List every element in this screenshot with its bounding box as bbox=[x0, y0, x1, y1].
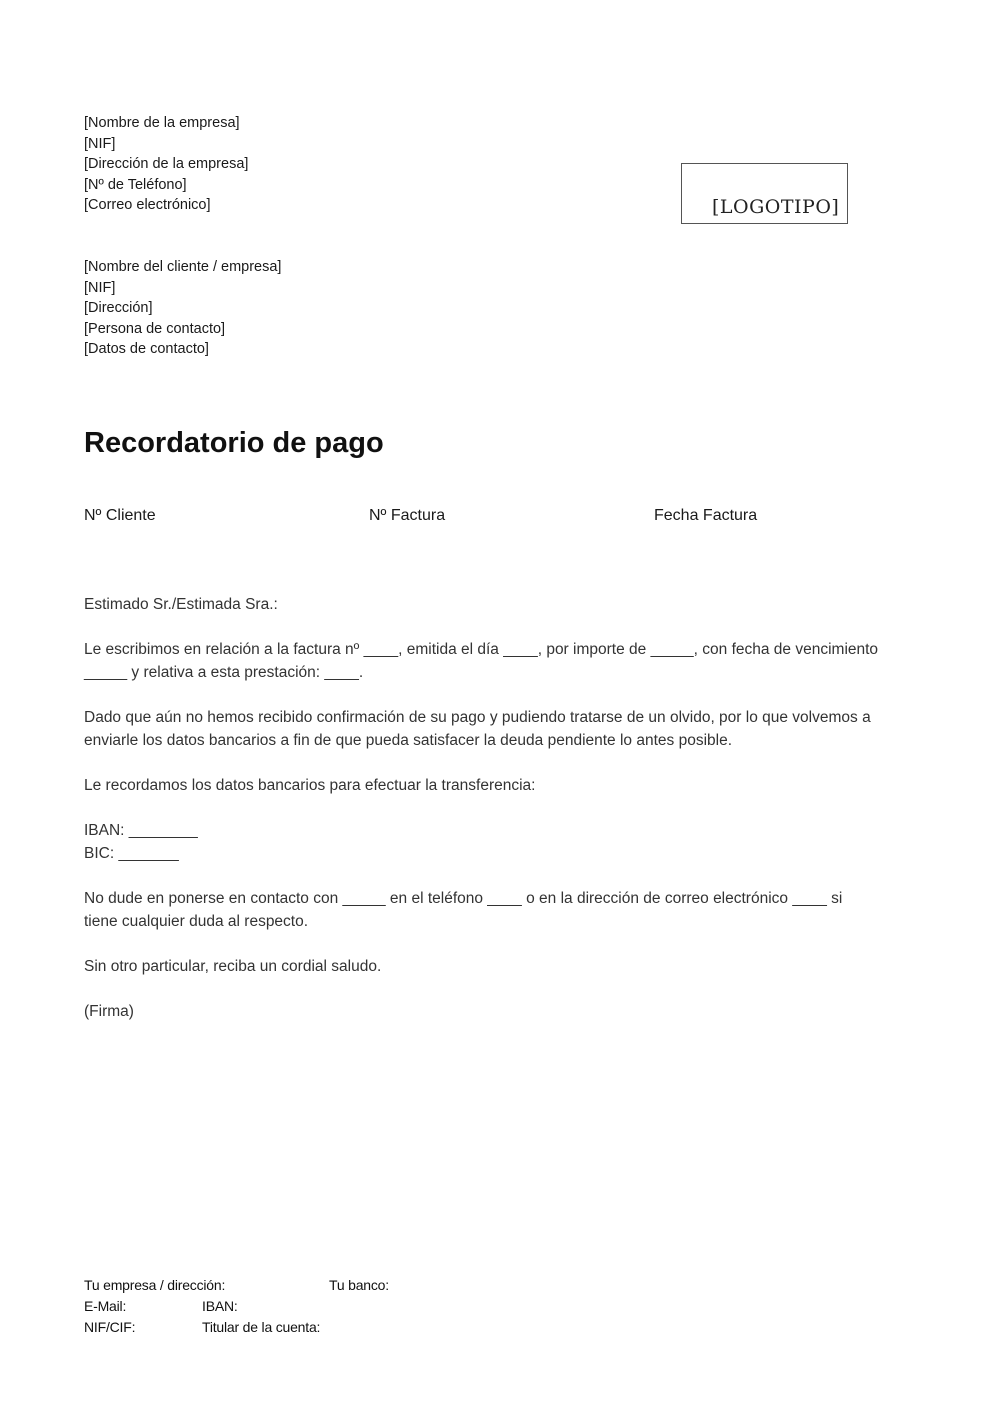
sender-address-block bbox=[84, 113, 248, 216]
iban-line: IBAN: ________ bbox=[84, 822, 198, 839]
paragraph-contact-line-2: tiene cualquier duda al respecto. bbox=[84, 913, 309, 930]
recipient-address: [Dirección] bbox=[84, 300, 153, 316]
paragraph-invoice-line-1: Le escribimos en relación a la factura nº ____, emitida el día ____, por importe de _____, con fecha de vencimiento bbox=[84, 641, 879, 658]
logo-placeholder bbox=[681, 163, 848, 224]
sender-company-name: [Nombre de la empresa] bbox=[84, 115, 240, 131]
sender-nif: [NIF] bbox=[84, 135, 116, 152]
footer-iban-label: IBAN: bbox=[202, 1298, 238, 1314]
footer-email-label: E-Mail: bbox=[84, 1298, 127, 1314]
paragraph-reminder-line-2: enviarle los datos bancarios a fin de que pueda satisfacer la deuda pendiente lo antes posible. bbox=[84, 732, 733, 749]
footer-company-label: Tu empresa / dirección: bbox=[84, 1277, 226, 1293]
invoice-date-label: Fecha Factura bbox=[654, 507, 758, 524]
footer-bank-label: Tu banco: bbox=[329, 1277, 389, 1293]
bic-line: BIC: _______ bbox=[84, 845, 179, 862]
recipient-contact-person: [Persona de contacto] bbox=[84, 320, 226, 337]
paragraph-contact-line-1: No dude en ponerse en contacto con _____ en el teléfono ____ o en la dirección de correo electrónico ____ si bbox=[84, 890, 843, 907]
closing-line: Sin otro particular, reciba un cordial saludo. bbox=[84, 958, 382, 975]
sender-address: [Dirección de la empresa] bbox=[84, 156, 249, 172]
footer-nif-label: NIF/CIF: bbox=[84, 1319, 136, 1335]
recipient-name: [Nombre del cliente / empresa] bbox=[84, 259, 282, 275]
paragraph-reminder-line-1: Dado que aún no hemos recibido confirmación de su pago y pudiendo tratarse de un olvido, por lo que volvemos a bbox=[84, 709, 871, 726]
sender-phone: [Nº de Teléfono] bbox=[84, 176, 187, 193]
recipient-address-block bbox=[84, 257, 281, 360]
logo-text: [LOGOTIPO] bbox=[712, 196, 840, 218]
paragraph-bank-intro: Le recordamos los datos bancarios para efectuar la transferencia: bbox=[84, 777, 536, 794]
document-title: Recordatorio de pago bbox=[84, 427, 384, 459]
recipient-contact-data: [Datos de contacto] bbox=[84, 341, 209, 357]
footer-account-holder-label: Titular de la cuenta: bbox=[202, 1319, 321, 1335]
client-number-label: Nº Cliente bbox=[84, 507, 156, 524]
recipient-nif: [NIF] bbox=[84, 279, 116, 296]
invoice-number-label: Nº Factura bbox=[369, 507, 446, 524]
greeting: Estimado Sr./Estimada Sra.: bbox=[84, 596, 278, 613]
sender-email: [Correo electrónico] bbox=[84, 197, 211, 213]
paragraph-invoice-line-2: _____ y relativa a esta prestación: ____. bbox=[84, 664, 364, 681]
signature-placeholder: (Firma) bbox=[84, 1003, 134, 1020]
